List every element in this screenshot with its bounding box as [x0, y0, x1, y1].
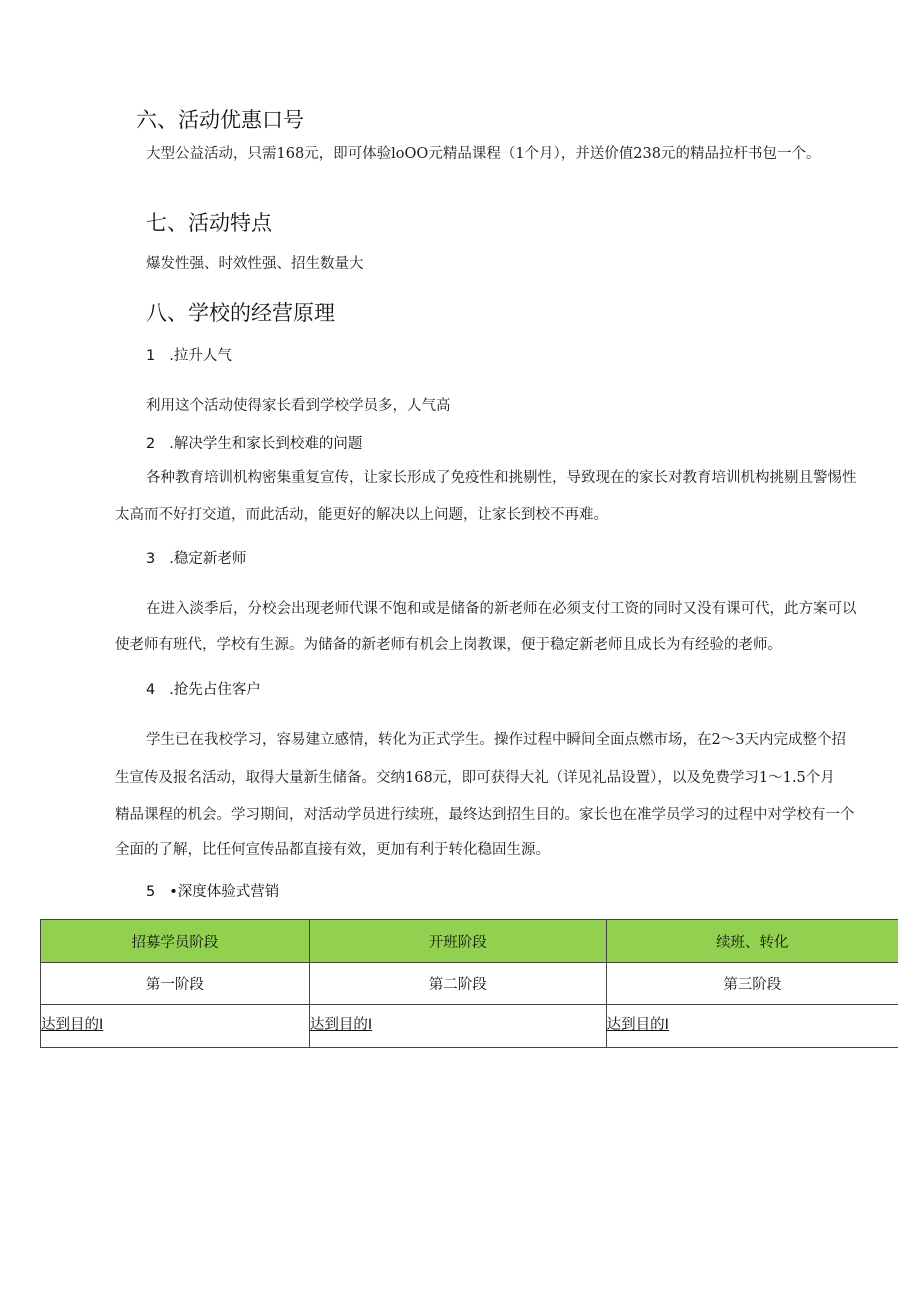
table-header-row — [41, 920, 899, 963]
item-4-line-2: 生宣传及报名活动，取得大量新生储备。交纳168元，即可获得大礼（详见礼品设置），以及免费学习1〜1.5个月 — [115, 770, 835, 786]
table-cell: 第三阶段 — [606, 963, 898, 1005]
item-4-number: 4 — [146, 682, 156, 698]
section-7-body: 爆发性强、时效性强、招生数量大 — [146, 256, 364, 272]
section-6-heading: 六、活动优惠口号 — [136, 108, 304, 132]
item-1-line-1: 利用这个活动使得家长看到学校学员多，人气高 — [146, 398, 451, 414]
item-4-line-4: 全面的了解，比任何宣传品都直接有效，更加有利于转化稳固生源。 — [115, 842, 550, 858]
item-4-line-1: 学生已在我校学习，容易建立感情，转化为正式学生。操作过程中瞬间全面点燃市场，在2〜3天内完成整个招 — [146, 732, 846, 748]
item-3-line-1: 在进入淡季后，分校会出现老师代课不饱和或是储备的新老师在必须支付工资的同时又没有课可代，此方案可以 — [146, 601, 857, 617]
section-6-body: 大型公益活动，只需168元，即可体验loOO元精品课程（1个月），并送价值238元的精品拉杆书包一个。 — [146, 146, 821, 162]
item-2-title — [146, 432, 362, 453]
table-header-cell: 招募学员阶段 — [41, 920, 310, 963]
item-5-number: 5 — [146, 884, 156, 900]
table-cell: 达到目的I — [606, 1005, 898, 1048]
item-1-title — [146, 344, 232, 365]
item-1-label: .拉升人气 — [169, 348, 232, 364]
item-3-number: 3 — [146, 551, 156, 567]
item-2-line-2: 太高而不好打交道，而此活动，能更好的解决以上问题，让家长到校不再难。 — [115, 507, 608, 523]
item-4-line-3: 精品课程的机会。学习期间，对活动学员进行续班，最终达到招生目的。家长也在准学员学习的过程中对学校有一个 — [115, 807, 855, 823]
item-3-title — [146, 547, 246, 568]
item-1-number: 1 — [146, 348, 156, 364]
section-8-heading: 八、学校的经营原理 — [146, 301, 335, 325]
item-2-number: 2 — [146, 436, 156, 452]
table-cell: 达到目的I — [309, 1005, 606, 1048]
table-header-cell: 开班阶段 — [309, 920, 606, 963]
item-2-line-1: 各种教育培训机构密集重复宣传，让家长形成了免疫性和挑剔性，导致现在的家长对教育培训机构挑剔且警惕性 — [146, 470, 857, 486]
table-header-cell: 续班、转化 — [606, 920, 898, 963]
table-row — [41, 1005, 899, 1048]
table-row — [41, 963, 899, 1005]
marketing-stage-table — [40, 919, 898, 1048]
item-3-line-2: 使老师有班代，学校有生源。为储备的新老师有机会上岗教课，便于稳定新老师且成长为有经验的老师。 — [115, 637, 782, 653]
item-2-label: .解决学生和家长到校难的问题 — [169, 436, 363, 452]
item-5-title — [146, 880, 279, 901]
item-5-label: •深度体验式营销 — [169, 884, 280, 900]
section-7-heading: 七、活动特点 — [146, 211, 272, 235]
item-3-label: .稳定新老师 — [169, 551, 247, 567]
table-cell: 第二阶段 — [309, 963, 606, 1005]
table-cell: 达到目的I — [41, 1005, 310, 1048]
item-4-label: .抢先占住客户 — [169, 682, 261, 698]
item-4-title — [146, 678, 261, 699]
table-cell: 第一阶段 — [41, 963, 310, 1005]
